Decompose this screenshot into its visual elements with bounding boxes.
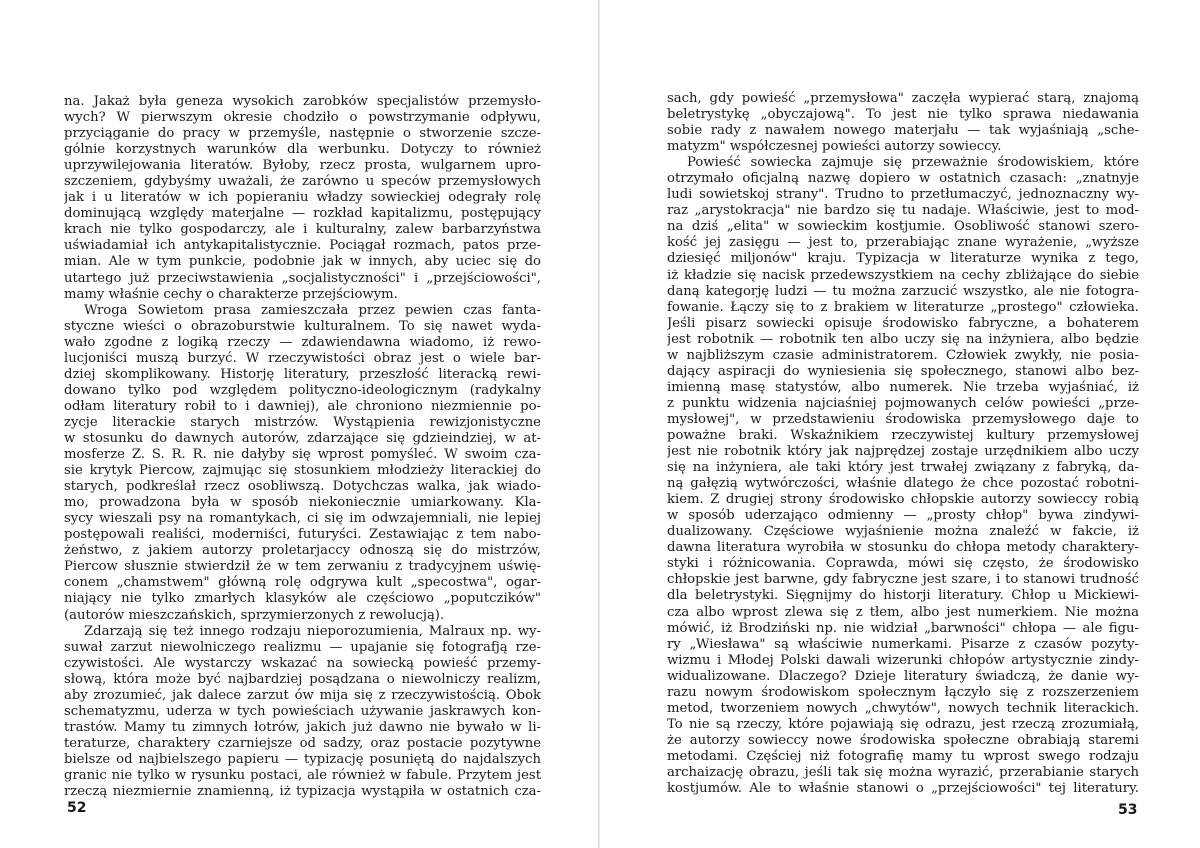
text-line: poważne braki. Wskaźnikiem rzeczywistej kultury przemysłowej: [667, 427, 1139, 443]
left-page: [0, 0, 598, 848]
text-line: (autorów mieszczańskich, sprzymierzonych z rewolucją).: [64, 607, 445, 623]
text-line: trastów. Mamy tu zimnych łotrów, jakich już dawno nie bywało w li-: [64, 719, 541, 735]
text-line: mamy właśnie cechy o charakterze przejściowym.: [64, 286, 398, 302]
text-line: dla beletrystyki. Sięgnijmy do historji literatury. Chłop u Mickiewi-: [667, 588, 1139, 604]
text-line: wało zgodne z logiką rzeczy — zdawiendawna wiadomo, iż rewo-: [64, 334, 541, 350]
text-line: teraturze, charaktery czarniejsze od sadzy, oraz postacie pozytywne: [64, 735, 541, 751]
text-line: dawna literatura wyrobiła w stosunku do chłopa metody charaktery-: [667, 540, 1139, 556]
text-line: przyciąganie do pracy w przemyśle, następnie o stworzenie szcze-: [64, 126, 541, 142]
text-line: wizmu i Młodej Polski dawali wizerunki chłopów artystycznie zindy-: [667, 652, 1139, 668]
text-line: kostjumów. Ale to właśnie stanowi o „przejściowości" tej literatury.: [667, 781, 1139, 797]
text-line: utartego już przeciwstawienia „socjalistyczności" i „przejściowości",: [64, 270, 541, 286]
text-line: odłam literatury robił to i dawniej), ale chroniono niezmiennie po-: [64, 398, 541, 414]
text-line: cza albo wprost zlewa się z tłem, albo jest numerkiem. Nie można: [667, 604, 1139, 620]
text-line: na. Jakaż była geneza wysokich zarobków specjalistów przemysło-: [64, 94, 541, 109]
text-line: rzeczą niezmiernie znamienną, iż typizacja wystąpiła w ostatnich cza-: [64, 784, 541, 800]
text-line: iż kładzie się nacisk przedewszystkiem na cechy zbliżające do siebie: [667, 267, 1139, 283]
text-line: czywistości. Ale wystarczy wskazać na sowiecką powieść przemy-: [64, 655, 541, 671]
text-line: sie krytyk Piercow, zajmując się stosunkiem młodzieży literackiej do: [64, 463, 541, 479]
text-line: schematyzmu, uderza w tych powieściach używanie jaskrawych kon-: [64, 703, 541, 719]
text-line: ludi sowietskoj strany". Trudno to przetłumaczyć, jednoznaczny wy-: [667, 187, 1139, 203]
text-line: uprzywilejowania literatów. Byłoby, rzecz prosta, wulgarnem upro-: [64, 158, 541, 174]
text-line: dziej skomplikowany. Historję literatury, przeszłość literacką rewi-: [64, 366, 541, 382]
text-line: styki i różnicowania. Coprawda, mówi się często, że środowisko: [667, 556, 1139, 572]
text-line: zycje literackie starych mistrzów. Wystąpienia rewizjonistyczne: [64, 414, 541, 430]
text-line: postępowali realiści, moderniści, futuryści. Zestawiając z tem nabo-: [64, 527, 541, 543]
text-line: gólnie korzystnych warunków dla werbunku. Dotyczy to również: [64, 142, 541, 158]
text-line: otrzymało oficjalną nazwę dopiero w ostatnich czasach: „znatnyje: [667, 171, 1139, 187]
text-line: dziesięć miljonów" kraju. Typizacja w literaturze wynika z tego,: [667, 251, 1139, 267]
text-line: Piercow słusznie stwierdził że w tem zerwaniu z tradycyjnem uświę-: [64, 559, 541, 575]
text-line: raz „arystokracja" nie bardzo się tu nadaje. Właściwie, jest to mod-: [667, 203, 1139, 219]
text-line: na dziś „elita" w sowieckim kostjumie. Osobliwość stanowi szero-: [667, 219, 1139, 235]
text-line: mo, prowadzona była w sposób niekoniecznie umiarkowany. Kla-: [64, 495, 541, 511]
text-line: To nie są rzeczy, które pojawiają się odrazu, jest rzeczą zrozumiałą,: [667, 716, 1139, 732]
text-line: bielsze od najbielszego papieru — typizację posuniętą do najdalszych: [64, 751, 541, 767]
text-line: w najbliższym czasie administratorem. Człowiek zwykły, nie posia-: [667, 347, 1139, 363]
text-line: aby zrozumieć, jak dalece zarzut ów mija się z rzeczywistością. Obok: [64, 687, 541, 703]
text-line: styczne wieści o obrazoburstwie kulturalnem. To się nawet wyda-: [64, 318, 541, 334]
text-line: granic nie tylko w rysunku postaci, ale również w fabule. Przytem jest: [64, 767, 541, 783]
text-line: jest nie robotnik który jak najprędzej zostaje urzędnikiem albo uczy: [667, 444, 1139, 460]
text-line: metodami. Częściej niż fotografię mamy tu wprost swego rodzaju: [667, 748, 1139, 764]
left-page-number: 52: [67, 800, 87, 816]
right-page-text: [667, 91, 1139, 797]
text-line: w sposób uderzająco odmienny — „prosty chłop" bywa zindywi-: [667, 508, 1139, 524]
text-line: dualizowany. Częściowe wyjaśnienie można znaleźć w fakcie, iż: [667, 524, 1139, 540]
text-line: jest robotnik — robotnik ten albo uczy się na inżyniera, albo będzie: [667, 331, 1139, 347]
text-line: sach, gdy powieść „przemysłowa" zaczęła wypierać starą, znajomą: [667, 91, 1139, 106]
text-line: Zdarzają się też innego rodzaju nieporozumienia, Malraux np. wy-: [84, 623, 541, 639]
text-line: że autorzy sowieccy nowe środowiska społeczne obrabiają staremi: [667, 732, 1139, 748]
text-line: widualizowane. Dlaczego? Dzieje literatury świadczą, że danie wy-: [667, 668, 1139, 684]
text-line: sobie rady z nawałem nowego materjału — tak wyjaśniają „sche-: [667, 123, 1139, 139]
text-line: kiem. Z drugiej strony środowisko chłopskie autorzy sowieccy robią: [667, 492, 1139, 508]
text-line: mian. Ale w tym punkcie, podobnie jak w innych, aby uciec się do: [64, 254, 541, 270]
text-line: metod, tworzeniem nowych „chwytów", nowych technik literackich.: [667, 700, 1139, 716]
text-line: suwał zarzut niewolniczego realizmu — upajanie się fotografją rze-: [64, 639, 541, 655]
text-line: ną gałęzią wytwórczości, właśnie dlatego że chce pozostać robotni-: [667, 476, 1139, 492]
text-line: Jeśli pisarz sowiecki opisuje środowisko fabryczne, a bohaterem: [667, 315, 1139, 331]
text-line: daną kategorję ludzi — tu można zarzucić wszystko, ale nie fotogra-: [667, 283, 1139, 299]
text-line: kość jej zasięgu — jest to, przerabiając znane wyrażenie, „wyższe: [667, 235, 1139, 251]
text-line: archaizację obrazu, jeśli tak się można wyrazić, przerabianie starych: [667, 764, 1139, 780]
text-line: żeństwo, z jakiem autorzy proletarjaccy odnoszą się do mistrzów,: [64, 543, 541, 559]
text-line: Powieść sowiecka zajmuje się przeważnie środowiskiem, które: [687, 155, 1139, 171]
text-line: starych, podkreślał rzecz osobliwszą. Dotychczas walka, jak wiado-: [64, 479, 541, 495]
text-line: wych? W pierwszym okresie chodziło o powstrzymanie odpływu,: [64, 110, 541, 126]
right-page: [600, 0, 1200, 848]
text-line: szczeniem, gdybyśmy uważali, że zarówno u speców przemysłowych: [64, 174, 541, 190]
text-line: razu nowym środowiskom społecznym łączyło się z rozszerzeniem: [667, 684, 1139, 700]
text-line: sycy wieszali psy na romantykach, ci się im odwzajemniali, nie lepiej: [64, 511, 541, 527]
text-line: ry „Wiesława" są właściwie numerkami. Pisarze z czasów pozyty-: [667, 636, 1139, 652]
text-line: imienną masę statystów, albo numerek. Nie trzeba wyjaśniać, iż: [667, 379, 1139, 395]
text-line: się na inżyniera, ale taki który jest trwałej związany z fabryką, da-: [667, 460, 1139, 476]
text-line: Wroga Sowietom prasa zamieszczała przez pewien czas fanta-: [84, 302, 541, 318]
text-line: chłopskie jest barwne, gdy fabryczne jest szare, i to stanowi trudność: [667, 572, 1139, 588]
text-line: matyzm" współczesnej powieści autorzy sowieccy.: [667, 139, 1002, 155]
text-line: uświadamiał ich antykapitalistycznie. Pociągał rozmach, patos prze-: [64, 238, 541, 254]
text-line: krach nie tylko gospodarczy, ale i kulturalny, zalew barbarzyństwa: [64, 222, 541, 238]
text-line: beletrystykę „obyczajową". To jest nie tylko sprawa niedawania: [667, 107, 1139, 123]
left-page-text: [64, 94, 541, 800]
text-line: mosferze Z. S. R. R. nie dałyby się wprost pomyśleć. W swoim cza-: [64, 447, 541, 463]
text-line: słową, która może być najbardziej posądzana o niewolniczy realizm,: [64, 671, 541, 687]
text-line: mysłowej", w przedstawieniu środowiska przemysłowego daje to: [667, 411, 1139, 427]
text-line: niający nie tylko zmarłych klasyków ale częściowo „poputczików": [64, 591, 541, 607]
text-line: jak i u literatów w ich popieraniu władzy sowieckiej odegrały rolę: [64, 190, 541, 206]
text-line: conem „chamstwem" główną rolę odgrywa kult „specostwa", ogar-: [64, 575, 541, 591]
right-page-number: 53: [1118, 802, 1138, 818]
text-line: fowanie. Łączy się to z brakiem w literaturze „prostego" człowieka.: [667, 299, 1139, 315]
text-line: w stosunku do dawnych autorów, zdarzające się gdzieindziej, w at-: [64, 430, 541, 446]
text-line: dominującą względy materjalne — rozkład kapitalizmu, postępujący: [64, 206, 541, 222]
text-line: dowano tylko pod względem polityczno-ideologicznym (radykalny: [64, 382, 541, 398]
text-line: lucjoniści muszą burzyć. W rzeczywistości obraz jest o wiele bar-: [64, 350, 541, 366]
text-line: dający aspiracji do wyniesienia się społecznego, stanowi albo bez-: [667, 363, 1139, 379]
text-line: z punktu widzenia najciaśniej pojmowanych celów powieści „prze-: [667, 395, 1139, 411]
text-line: mówić, iż Brodziński np. nie widział „barwności" chłopa — ale figu-: [667, 620, 1139, 636]
